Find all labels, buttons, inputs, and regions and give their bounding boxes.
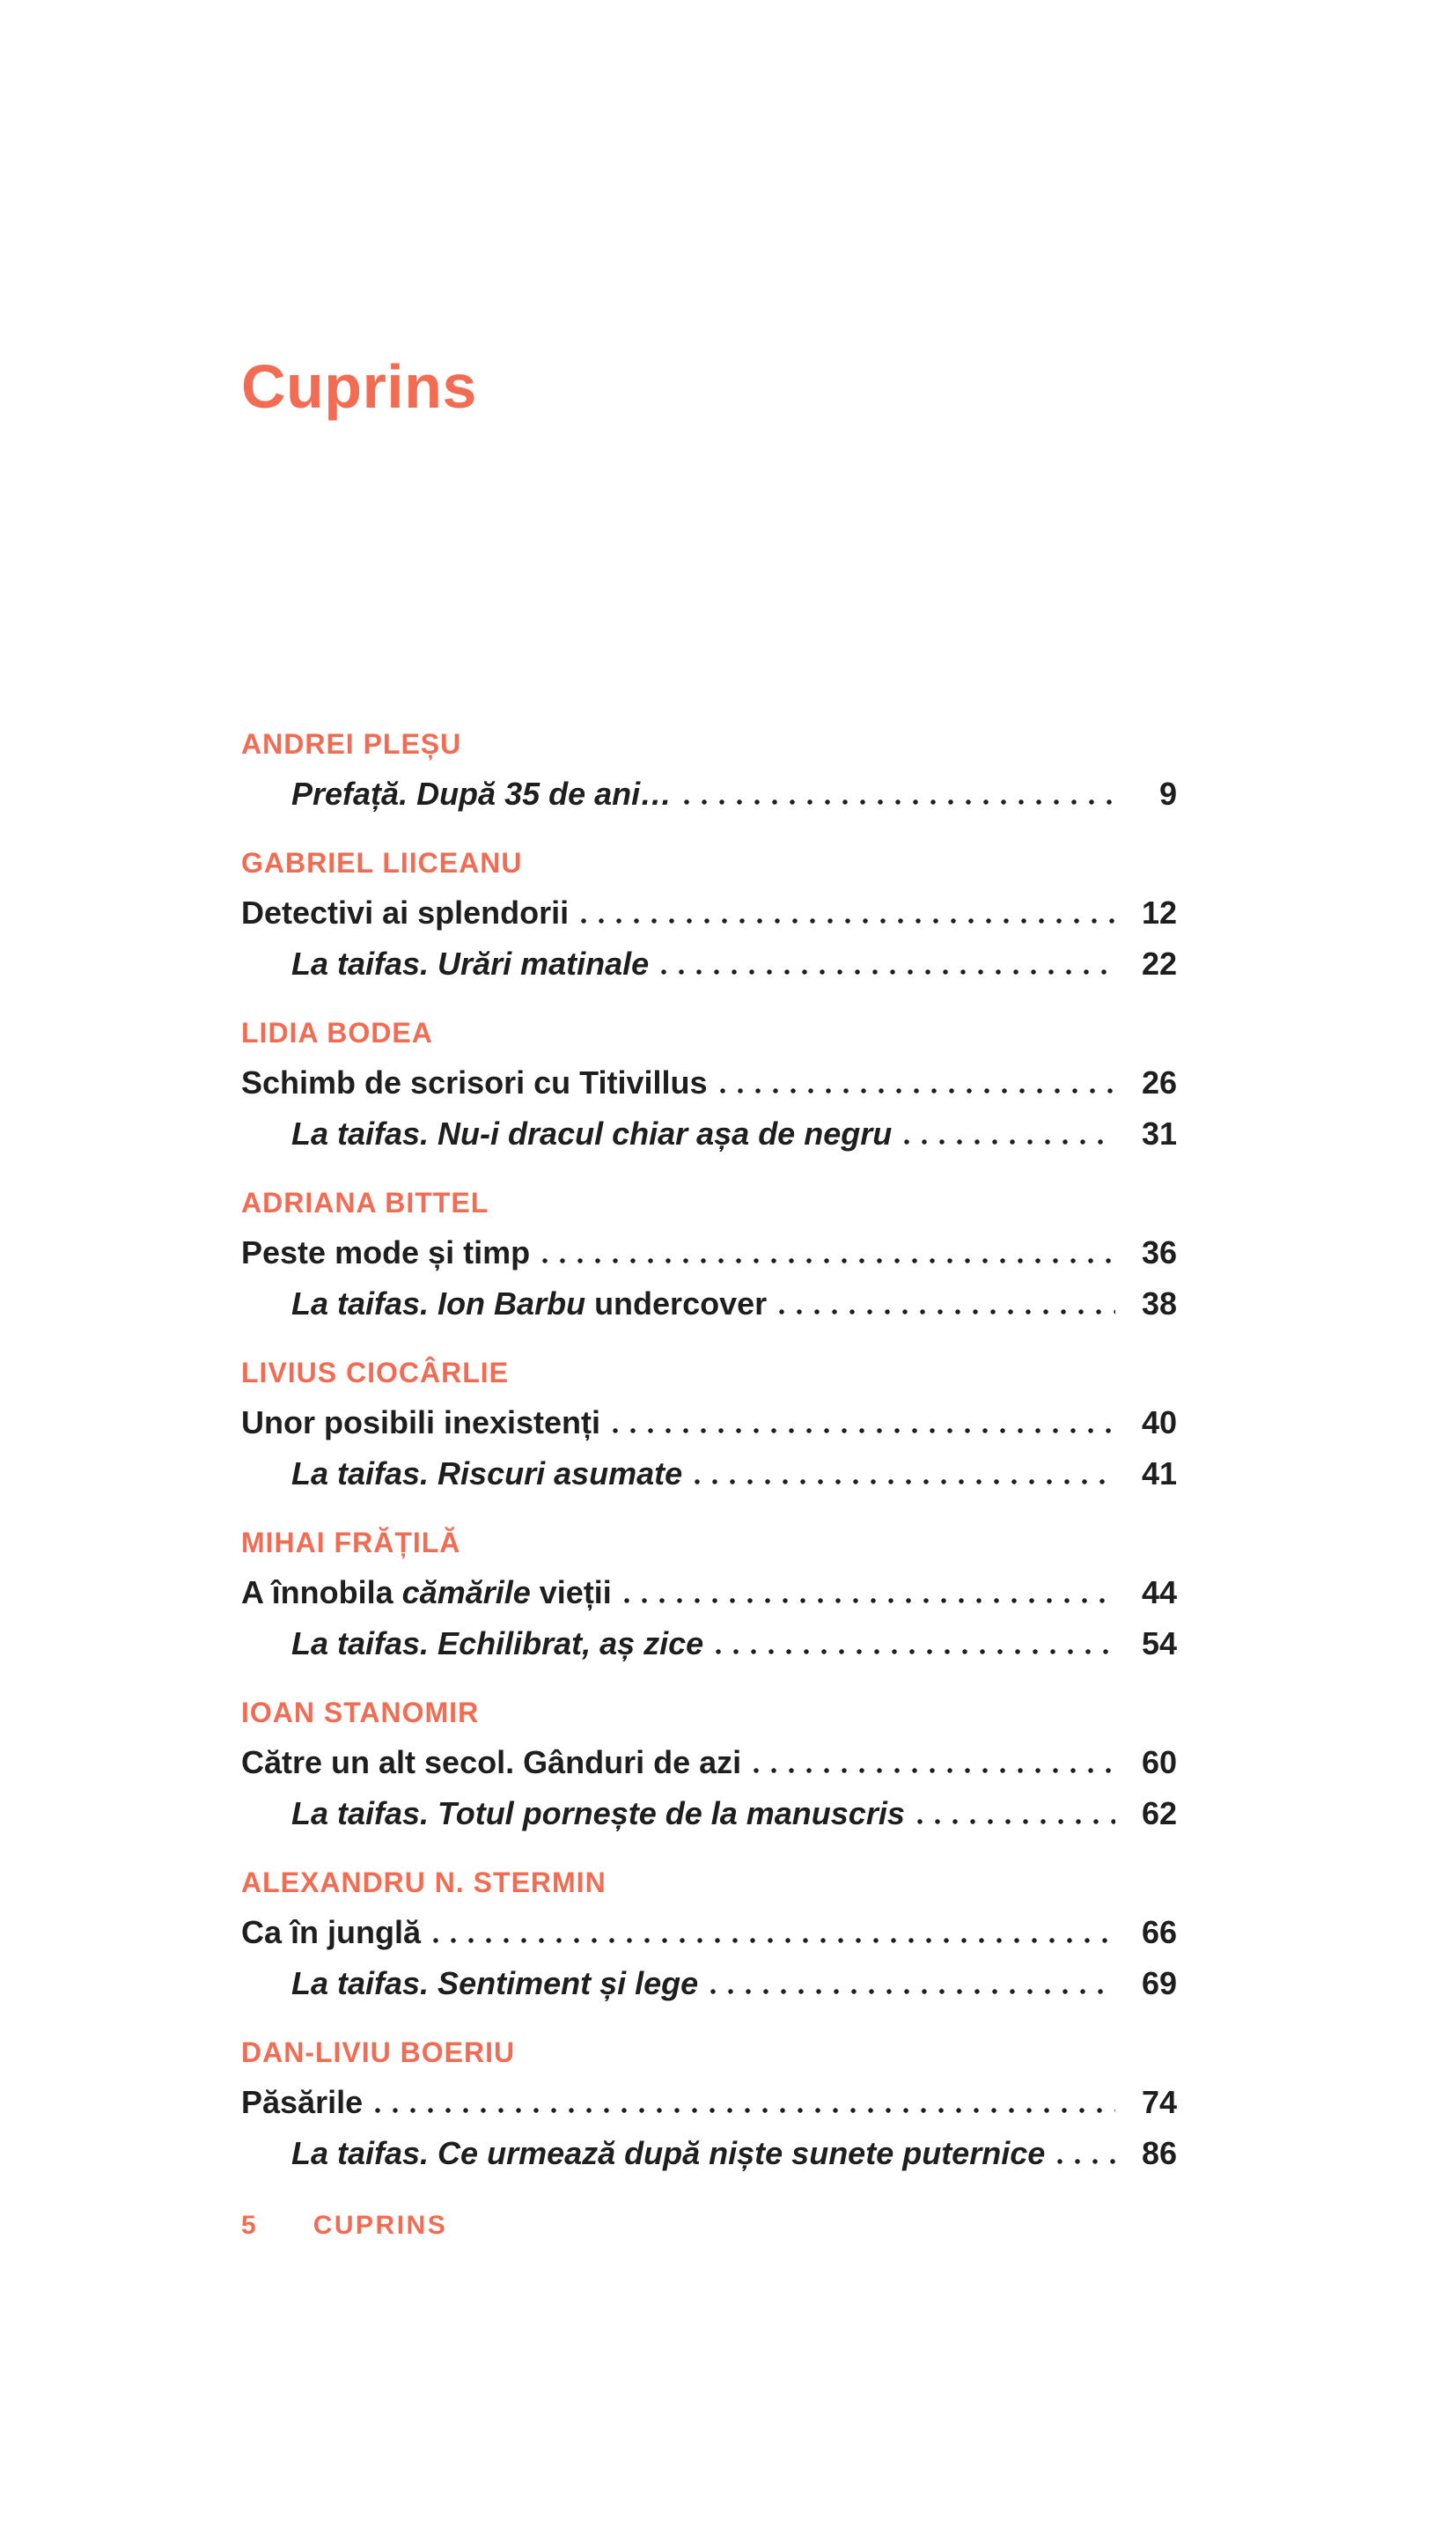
dot-leader <box>1057 2159 1115 2164</box>
entry-title-segment: Prefață. După 35 de ani… <box>291 776 673 812</box>
toc-section <box>241 1358 1177 1492</box>
dot-leader <box>904 1139 1115 1145</box>
entry-title <box>291 1454 682 1492</box>
entry-title-segment: Schimb de scrisori cu Titivillus <box>241 1064 708 1101</box>
toc-entry <box>241 1573 1177 1611</box>
author-heading: DAN-LIVIU BOERIU <box>241 2036 516 2068</box>
entry-title-segment: Unor posibili inexistenți <box>241 1404 601 1440</box>
author-heading: IOAN STANOMIR <box>241 1697 480 1728</box>
toc-entry <box>241 2134 1177 2172</box>
author-heading: LIVIUS CIOCÂRLIE <box>241 1357 510 1388</box>
entry-title-segment: La taifas. Urări matinale <box>291 946 650 982</box>
entry-title-segment: undercover <box>585 1285 768 1322</box>
page-title: Cuprins <box>241 352 477 421</box>
author-heading: LIDIA BODEA <box>241 1017 433 1049</box>
dot-leader <box>661 969 1115 975</box>
page-number: 86 <box>1141 2135 1177 2171</box>
toc-entry <box>241 1454 1177 1492</box>
folio-page-number: 5 <box>241 2211 257 2240</box>
page-number: 74 <box>1141 2084 1177 2120</box>
toc-entry <box>241 1233 1177 1271</box>
toc-entry <box>241 945 1177 983</box>
page-number: 60 <box>1141 1744 1177 1780</box>
entry-title <box>291 945 649 983</box>
entry-title-segment: La taifas. Riscuri asumate <box>291 1455 683 1491</box>
dot-leader <box>613 1428 1115 1433</box>
entry-title-segment: Către un alt secol. Gânduri de azi <box>241 1744 742 1780</box>
toc-entry <box>241 894 1177 932</box>
dot-leader <box>624 1598 1115 1603</box>
entry-title-segment: Păsările <box>241 2084 364 2120</box>
toc-entry <box>241 1115 1177 1152</box>
dot-leader <box>542 1258 1115 1263</box>
author-heading: ANDREI PLEȘU <box>241 728 462 760</box>
author-heading: ALEXANDRU N. STERMIN <box>241 1867 607 1898</box>
entry-title-segment: La taifas. Totul pornește de la manuscris <box>291 1795 905 1831</box>
entry-title-segment: Detectivi ai splendorii <box>241 895 570 931</box>
page-number: 69 <box>1141 1965 1177 2001</box>
entry-title-segment: Peste mode și timp <box>241 1234 531 1270</box>
entry-title-segment: La taifas. Ion Barbu <box>291 1285 586 1322</box>
toc-entry <box>241 1794 1177 1832</box>
entry-title <box>241 2083 363 2121</box>
dot-leader <box>581 918 1115 924</box>
entry-title-segment: A înnobila <box>241 1574 402 1610</box>
page-number: 22 <box>1141 946 1177 982</box>
toc-section <box>241 1018 1177 1152</box>
page-number: 44 <box>1141 1574 1177 1610</box>
dot-leader <box>710 1989 1115 1994</box>
entry-title <box>241 1573 612 1611</box>
toc-entry <box>241 2083 1177 2121</box>
toc-section <box>241 2037 1177 2172</box>
entry-title-segment: La taifas. Sentiment și lege <box>291 1965 699 2001</box>
page-number: 9 <box>1158 776 1177 812</box>
page-number: 26 <box>1141 1064 1177 1101</box>
page-number: 66 <box>1141 1914 1177 1950</box>
entry-title-segment: La taifas. Ce urmează după niște sunete puternice <box>291 2135 1046 2171</box>
running-head: CUPRINS <box>313 2211 448 2240</box>
entry-title <box>241 1064 708 1101</box>
toc-section <box>241 1697 1177 1832</box>
page-footer <box>241 2212 447 2240</box>
page-number: 38 <box>1141 1285 1177 1322</box>
entry-title-segment: cămările <box>401 1574 531 1610</box>
page-number: 12 <box>1141 895 1177 931</box>
dot-leader <box>684 799 1115 805</box>
table-of-contents <box>241 729 1177 2172</box>
toc-entry <box>241 1403 1177 1441</box>
entry-title <box>241 1403 600 1441</box>
page-number: 41 <box>1141 1455 1177 1491</box>
entry-title <box>291 1794 905 1832</box>
page-number: 36 <box>1141 1234 1177 1270</box>
dot-leader <box>720 1088 1115 1094</box>
entry-title-segment: Ca în junglă <box>241 1914 422 1950</box>
toc-section <box>241 729 1177 813</box>
entry-title <box>291 1624 703 1662</box>
page-number: 62 <box>1141 1795 1177 1831</box>
page-number: 31 <box>1141 1116 1177 1152</box>
dot-leader <box>375 2108 1115 2113</box>
entry-title <box>291 1115 892 1152</box>
toc-entry <box>241 1913 1177 1951</box>
entry-title <box>241 1233 530 1271</box>
toc-section <box>241 1867 1177 2002</box>
dot-leader <box>917 1819 1115 1824</box>
toc-entry <box>241 1624 1177 1662</box>
toc-section <box>241 848 1177 983</box>
author-heading: GABRIEL LIICEANU <box>241 847 523 879</box>
author-heading: MIHAI FRĂȚILĂ <box>241 1527 461 1558</box>
dot-leader <box>695 1479 1115 1484</box>
toc-entry <box>241 1285 1177 1322</box>
entry-title-segment: La taifas. Nu-i dracul chiar așa de negru <box>291 1116 893 1152</box>
dot-leader <box>779 1309 1115 1315</box>
page-number: 54 <box>1141 1625 1177 1661</box>
toc-section <box>241 1528 1177 1662</box>
entry-title <box>241 1913 421 1951</box>
entry-title <box>291 1964 698 2002</box>
entry-title <box>291 775 672 813</box>
dot-leader <box>716 1649 1115 1654</box>
entry-title <box>291 1285 767 1322</box>
dot-leader <box>433 1938 1115 1943</box>
dot-leader <box>754 1768 1115 1773</box>
toc-section <box>241 1188 1177 1322</box>
entry-title <box>241 1743 741 1781</box>
entry-title-segment: vieții <box>530 1574 612 1610</box>
entry-title-segment: La taifas. Echilibrat, aș zice <box>291 1625 704 1661</box>
toc-entry <box>241 775 1177 813</box>
toc-entry <box>241 1064 1177 1101</box>
toc-entry <box>241 1964 1177 2002</box>
entry-title <box>241 894 569 932</box>
author-heading: ADRIANA BITTEL <box>241 1187 489 1219</box>
content-column <box>241 0 1177 2207</box>
toc-entry <box>241 1743 1177 1781</box>
entry-title <box>291 2134 1045 2172</box>
page-number: 40 <box>1141 1404 1177 1440</box>
